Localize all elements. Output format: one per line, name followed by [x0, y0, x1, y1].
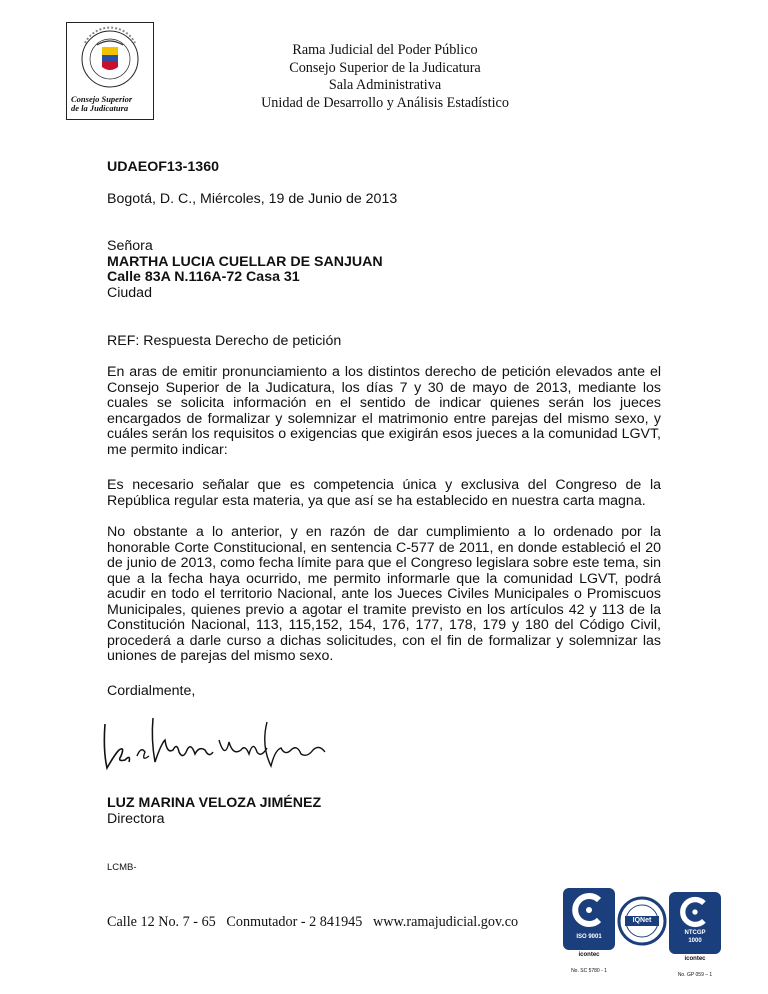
letterhead-line-2: Consejo Superior de la Judicatura — [289, 59, 481, 76]
logo-caption-line-2: de la Judicatura — [71, 103, 129, 113]
iso-9001-number: No. SC 5780 - 1 — [571, 968, 607, 974]
footer-contact: Calle 12 No. 7 - 65 Conmutador - 2 841945 www.ramajudicial.gov.co — [107, 914, 519, 930]
signer-title: Directora — [107, 811, 165, 827]
icontec-brand-1: icontec — [578, 952, 600, 958]
letterhead-line-1: Rama Judicial del Poder Público — [292, 42, 478, 58]
body-paragraph-1: En aras de emitir pronunciamiento a los distintos derecho de petición elevados ante el Consejo Superior de la Judicatura, los días 7 y 30 de mayo de 2013, mediante los cuales se solicita información en el sentido de indicar quienes serán los jueces encargados de formalizar y solemnizar el matrimonio entre parejas del mismo sexo, y cuáles serán los requisitos o exigencias que exigirán esos jueces a la comunidad LGVT, me permito indicar: — [107, 364, 661, 458]
ntcgp-number-label: 1000 — [688, 938, 702, 944]
body-paragraph-3: No obstante a lo anterior, y en razón de dar cumplimiento a lo ordenado por la honorable Corte Constitucional, en sentencia C-577 de 2011, en donde estableció el 20 de junio de 2013, como fecha límite para que el Congreso legislara sobre este tema, sin que a la fecha haya ocurrido, me permito informarle que la comunidad LGVT, podrá acudir en todo el territorio Nacional, ante los Jueces Civiles Municipales o Promiscuos Municipales, quienes previo a agotar el tramite previsto en los artículos 42 y 113 de la Constitución Nacional, 113, 115,152, 154, 176, 177, 178, 179 y 180 del Código Civil, procederá a darle curso a dichas solicitudes, con el fin de formalizar y solemnizar las uniones de parejas del mismo sexo. — [107, 524, 661, 664]
signer-block — [107, 795, 321, 827]
letterhead-line-4: Unidad de Desarrollo y Análisis Estadístico — [261, 94, 509, 111]
closing: Cordialmente, — [107, 683, 196, 699]
recipient-address: Calle 83A N.116A-72 Casa 31 — [107, 269, 300, 285]
icontec-brand-2: icontec — [684, 956, 706, 962]
ntcgp-number: No. GP 059 – 1 — [677, 972, 713, 978]
body-paragraph-2: Es necesario señalar que es competencia única y exclusiva del Congreso de la República regular esta materia, ya que así se ha establecido en nuestra carta magna. — [107, 477, 661, 509]
logo-caption-line-1: Consejo Superior — [71, 94, 133, 104]
recipient-name: MARTHA LUCIA CUELLAR DE SANJUAN — [107, 253, 383, 270]
reference-code: UDAEOF13-1360 — [107, 159, 219, 175]
signer-name: LUZ MARINA VELOZA JIMÉNEZ — [107, 795, 322, 811]
recipient-city: Ciudad — [107, 284, 152, 301]
salutation: Señora — [107, 238, 153, 254]
iqnet-badge — [617, 896, 667, 946]
icontec-c-icon — [677, 896, 713, 928]
icontec-c-icon — [571, 892, 607, 928]
institution-logo — [66, 22, 154, 120]
iso-9001-label: ISO 9001 — [576, 934, 602, 940]
initials: LCMB- — [107, 862, 137, 873]
letterhead — [200, 42, 570, 112]
date-line: Bogotá, D. C., Miércoles, 19 de Junio de 2013 — [107, 191, 398, 207]
iso-9001-badge — [563, 888, 615, 980]
recipient-block — [107, 239, 383, 301]
iqnet-label: IQNet — [632, 917, 652, 924]
ntcgp-1000-badge — [669, 892, 721, 984]
ntcgp-label: NTCGP — [684, 930, 706, 936]
letterhead-line-3: Sala Administrativa — [328, 77, 442, 93]
subject-line: REF: Respuesta Derecho de petición — [107, 333, 342, 349]
handwritten-signature — [95, 710, 330, 780]
